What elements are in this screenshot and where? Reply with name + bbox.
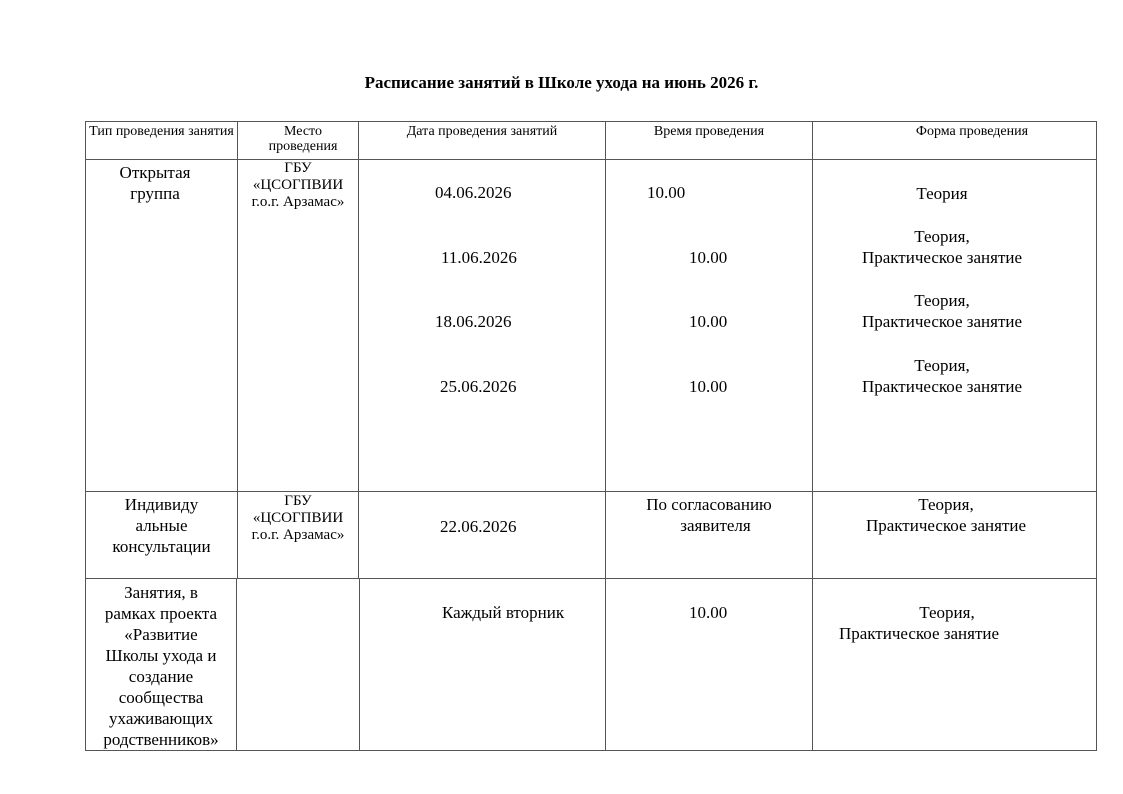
col-sep-2b <box>359 578 360 751</box>
table-border-right <box>1096 121 1097 751</box>
row2-form: Теория, Практическое занятие <box>865 495 1027 535</box>
header-time: Время проведения <box>653 124 765 139</box>
row2-date: 22.06.2026 <box>440 517 517 536</box>
col-sep-2a <box>358 121 359 579</box>
row1-type: Открытая группа <box>119 163 191 203</box>
row1-date-1: 04.06.2026 <box>435 183 512 202</box>
row1-form-1: Теория <box>916 184 968 203</box>
row2-type: Индивиду альные консультации <box>112 495 211 556</box>
row2-time: По согласованию заявителя <box>646 495 772 535</box>
row3-date: Каждый вторник <box>442 603 565 622</box>
header-form: Форма проведения <box>915 124 1029 139</box>
document-title: Расписание занятий в Школе ухода на июнь 2026 г. <box>364 73 759 92</box>
header-place: Место проведения <box>268 124 338 154</box>
row3-time: 10.00 <box>689 603 728 622</box>
row1-form-3: Теория, Практическое занятие <box>861 291 1023 331</box>
row1-time-4: 10.00 <box>689 377 728 396</box>
row1-date-3: 18.06.2026 <box>435 312 512 331</box>
row1-place: ГБУ «ЦСОГПВИИ г.о.г. Арзамас» <box>251 160 345 210</box>
col-sep-4 <box>812 121 813 751</box>
row3-type: Занятия, в рамках проекта «Развитие Школы ухода и создание сообщества ухаживающих родственников» <box>103 583 219 749</box>
row1-form-2: Теория, Практическое занятие <box>861 227 1023 267</box>
row1-date-2: 11.06.2026 <box>441 248 517 267</box>
row1-time-3: 10.00 <box>689 312 728 331</box>
row1-date-4: 25.06.2026 <box>440 377 517 396</box>
header-type: Тип проведения занятия <box>89 124 234 139</box>
col-sep-3 <box>605 121 606 751</box>
row1-form-4: Теория, Практическое занятие <box>861 356 1023 396</box>
row1-time-2: 10.00 <box>689 248 728 267</box>
row1-time-1: 10.00 <box>647 183 686 202</box>
row3-form: Теория, Практическое занятие <box>838 603 1000 643</box>
header-date: Дата проведения занятий <box>406 124 558 139</box>
row2-place: ГБУ «ЦСОГПВИИ г.о.г. Арзамас» <box>251 493 345 543</box>
col-sep-1b <box>236 578 237 751</box>
